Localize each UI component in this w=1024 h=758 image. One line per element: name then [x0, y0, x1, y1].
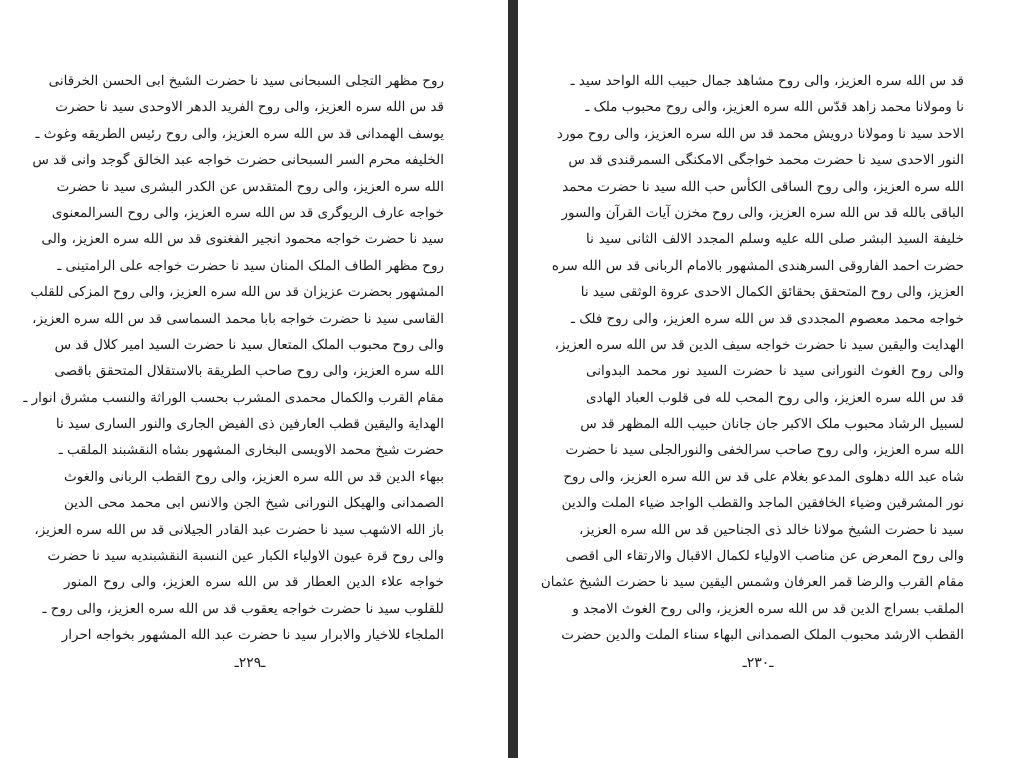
text-line: الصمدانی والهیکل النورانی شیخ الجن والانس ابی محمد محی الدین: [64, 495, 444, 512]
text-line: المشهور بحضرت عزیزان قد س الله سره العزیز، والی روح المزکی للقلب: [30, 284, 444, 301]
text-line: والی روح محبوب الملک المتعال سید نا حضرت السید امیر کلال قد س: [54, 336, 444, 353]
text-line: سید نا حضرت الشیخ مولانا خالد ذی الجناحین قد س الله سره العزیز،: [578, 521, 964, 538]
page-number: ـ۲۲۹ـ: [234, 655, 266, 671]
text-line: خواجه علاء الدین العطار قد س الله سره العزیز، والی روح المنور: [64, 574, 444, 591]
text-line: روح مظهر الطاف الملک المنان سید نا حضرت خواجه علی الرامتینی ـ: [57, 257, 444, 274]
text-line: مقام القرب والرضا قمر العرفان وشمس الیقین سید نا حضرت الشیخ عثمان: [540, 574, 964, 591]
left-page: [0, 0, 510, 758]
text-line: الله سره العزیز، والی روح المتقدس عن الکدر البشری سید نا حضرت: [56, 178, 444, 195]
text-line: والی روح الغوث النورانی سید نا حضرت السید نور محمد البدوانی: [586, 363, 964, 380]
left-page-text: [23, 68, 444, 649]
text-line: الله سره العزیز، والی روح صاحب سرالخفی والنورالجلی سید نا حضرت: [565, 442, 964, 459]
text-line: سید نا حضرت خواجه محمود انجیر الفغنوی قد س الله سره العزیز، والی: [41, 231, 444, 248]
text-line: روح مظهر التجلی السبحانی سید نا حضرت الشیخ ابی الحسن الخرقانی: [48, 73, 444, 89]
right-page: [518, 0, 1024, 758]
text-line: لسبیل الرشاد محبوب ملک الاکبر جان جانان حبیب الله المظهر قد س: [580, 416, 964, 433]
text-line: حضرت احمد الفاروقی السرهندی المشهور بالامام الربانی قد س الله سره: [551, 257, 964, 274]
text-line: الاحد سید نا ومولانا درویش محمد قد س الله سره العزیز، والی روح مورد: [556, 125, 964, 142]
text-line: الله سره العزیز، والی روح الساقی الکأس حب الله سید نا حضرت محمد: [562, 178, 964, 195]
text-line: القطب الارشد محبوب الملک الصمدانی البهاء سناء الملت والدین حضرت: [561, 627, 964, 644]
text-line: خلیفة السید البشر صلی الله علیه وسلم المجدد الالف الثانی سید نا: [586, 231, 964, 248]
text-line: یوسف الهمدانی قد س الله سره العزیز، والی روح رئیس الطریقه وغوث ـ: [35, 125, 444, 142]
right-page-text: [540, 68, 964, 649]
text-line: والی روح قرة عیون الاولیاء الکبار عین النسبة النقشبندیه سید نا حضرت: [47, 548, 444, 565]
text-line: الله سره العزیز، والی روح صاحب الطریقة بالاستقلال المتحقق باقصی: [54, 363, 444, 380]
text-line: خواجه محمد معصوم المجددی قد س الله سره العزیز، والی روح فلک ـ: [571, 310, 964, 327]
text-line: باز الله الاشهب سید نا حضرت عبد القادر الجیلانی قد س الله سره العزیز،: [34, 521, 444, 538]
text-line: شاه عبد الله دهلوی المدعو بغلام علی قد س الله سره العزیز، والی روح: [563, 468, 964, 485]
text-line: ببهاء الدین قد س الله سره العزیز، والی روح القطب الربانی والغوث: [64, 468, 444, 485]
text-line: قد س الله سره العزیز، والی روح المحب لله فی قلوب العباد الهادی: [586, 389, 964, 406]
text-line: للقلوب سید نا حضرت خواجه یعقوب قد س الله سره العزیز، والی روح ـ: [42, 600, 444, 617]
text-line: حضرت شیخ محمد الاویسی البخاری المشهور بشاه النقشبند الملقب ـ: [58, 442, 444, 459]
text-line: الهدایة والیقین قطب العارفین ذی الفیض الجاری والنور الساری سید نا: [55, 416, 444, 433]
text-line: العزیز، والی روح المتحقق بحقائق الکمال الاحدی عروة الوثقی سید نا: [580, 284, 964, 301]
text-line: قد س الله سره العزیز، والی روح الفرید الدهر الاوحدی سید نا حضرت: [55, 99, 444, 116]
text-line: الخلیفه محرم السر السبحانی حضرت خواجه عبد الخالق گوجد وانی قد س: [32, 152, 444, 169]
text-line: مقام القرب والکمال محمدی المشرب بحسب الوراثة والنسب مشرق انوار ـ: [23, 389, 444, 406]
text-line: النور الاحدی سید نا حضرت محمد خواجگی الامکنگی السمرقندی قد س: [568, 152, 964, 169]
text-line: نا ومولانا محمد زاهد قدّس الله سره العزیز، والی روح محبوب ملک ـ: [585, 99, 964, 116]
text-line: الهدایت والیقین سید نا حضرت خواجه سیف الدین قد س الله سره العزیز،: [554, 336, 964, 353]
text-line: والی روح المعرض عن مناصب الاولیاء لکمال الاقبال والارتقاء الی اقصی: [565, 548, 964, 565]
text-line: نور المشرقین وضیاء الخافقین الماجد والقطب الواجد ضیاء الملت والدین: [561, 495, 964, 512]
text-line: القاسی سید نا حضرت خواجه بابا محمد السماسی قد س الله سره العزیز،: [32, 310, 444, 327]
text-line: خواجه عارف الریوگری قد س الله سره العزیز، والی روح السرالمعنوی: [51, 204, 444, 221]
page-number: ـ۲۳۰ـ: [742, 655, 774, 671]
text-line: الملجاء للاخیار والابرار سید نا حضرت عبد الله المشهور بخواجه احرار: [61, 627, 444, 644]
text-line: قد س الله سره العزیز، والی روح مشاهد جمال حبیب الله الواحد سید ـ: [570, 73, 964, 89]
text-line: الملقب بسراج الدین قد س الله سره العزیز، والی روح الغوث الامجد و: [572, 600, 964, 617]
text-line: الباقی بالله قد س الله سره العزیز، والی روح مخزن آیات القرآن والسور: [561, 204, 964, 221]
